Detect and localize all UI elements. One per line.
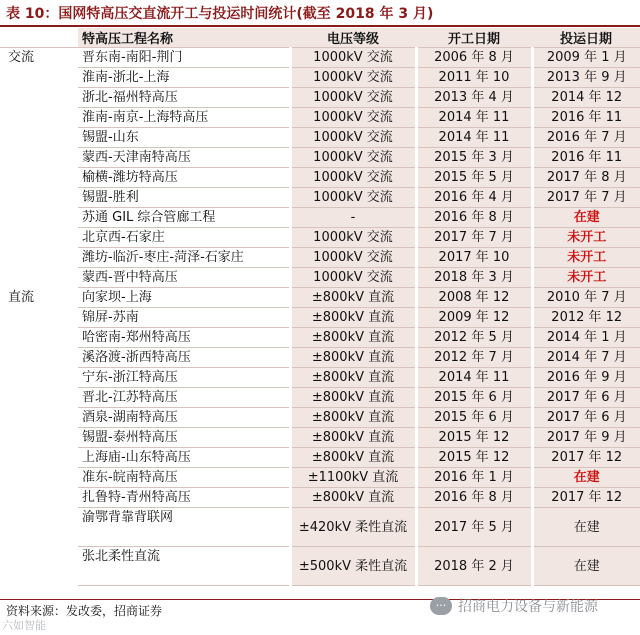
project-name-cell: 上海庙-山东特高压 (78, 448, 290, 468)
operation-date-cell: 2017 年 12 (532, 488, 640, 508)
start-date-cell: 2017 年 5 月 (416, 508, 532, 547)
voltage-cell: ±800kV 直流 (290, 348, 416, 368)
header-operation: 投运日期 (532, 28, 640, 48)
table-row (0, 448, 640, 468)
category-cell (0, 547, 78, 586)
table-row (0, 268, 640, 288)
table-row (0, 188, 640, 208)
table-row (0, 348, 640, 368)
voltage-cell: ±800kV 直流 (290, 428, 416, 448)
start-date-cell: 2011 年 10 (416, 68, 532, 88)
voltage-cell: 1000kV 交流 (290, 168, 416, 188)
start-date-cell: 2013 年 4 月 (416, 88, 532, 108)
header-category (0, 28, 78, 48)
category-cell (0, 488, 78, 508)
start-date-cell: 2014 年 11 (416, 368, 532, 388)
start-date-cell: 2018 年 2 月 (416, 547, 532, 586)
category-cell (0, 128, 78, 148)
start-date-cell: 2014 年 11 (416, 108, 532, 128)
project-name-cell: 榆横-潍坊特高压 (78, 168, 290, 188)
watermark-left: 六如智能 (2, 619, 46, 632)
category-cell (0, 388, 78, 408)
voltage-cell: ±800kV 直流 (290, 288, 416, 308)
voltage-cell: ±800kV 直流 (290, 408, 416, 428)
voltage-cell: - (290, 208, 416, 228)
start-date-cell: 2016 年 8 月 (416, 208, 532, 228)
voltage-cell: ±1100kV 直流 (290, 468, 416, 488)
table-row (0, 547, 640, 586)
operation-date-cell: 2009 年 1 月 (532, 48, 640, 68)
category-cell (0, 148, 78, 168)
project-name-cell: 准东-皖南特高压 (78, 468, 290, 488)
operation-date-cell: 2014 年 7 月 (532, 348, 640, 368)
operation-date-cell: 2017 年 9 月 (532, 428, 640, 448)
start-date-cell: 2012 年 7 月 (416, 348, 532, 368)
start-date-cell: 2017 年 7 月 (416, 228, 532, 248)
table-row (0, 368, 640, 388)
category-cell (0, 228, 78, 248)
project-name-cell: 蒙西-天津南特高压 (78, 148, 290, 168)
project-name-cell: 哈密南-郑州特高压 (78, 328, 290, 348)
operation-date-cell: 未开工 (532, 268, 640, 288)
source-note: 资料来源：发改委，招商证券 (6, 604, 163, 618)
voltage-cell: 1000kV 交流 (290, 128, 416, 148)
project-name-cell: 宁东-浙江特高压 (78, 368, 290, 388)
start-date-cell: 2015 年 12 (416, 448, 532, 468)
table-title: 表 10：国网特高压交直流开工与投运时间统计(截至 2018 年 3 月) (6, 6, 434, 22)
category-cell (0, 368, 78, 388)
table-row (0, 288, 640, 308)
voltage-cell: 1000kV 交流 (290, 108, 416, 128)
table-row (0, 88, 640, 108)
table-row (0, 148, 640, 168)
header-row (0, 28, 640, 48)
project-name-cell: 潍坊-临沂-枣庄-菏泽-石家庄 (78, 248, 290, 268)
category-cell (0, 468, 78, 488)
project-name-cell: 北京西-石家庄 (78, 228, 290, 248)
voltage-cell: ±420kV 柔性直流 (290, 508, 416, 547)
project-name-cell: 酒泉-湖南特高压 (78, 408, 290, 428)
start-date-cell: 2016 年 8 月 (416, 488, 532, 508)
operation-date-cell: 2010 年 7 月 (532, 288, 640, 308)
start-date-cell: 2018 年 3 月 (416, 268, 532, 288)
project-name-cell: 淮南-浙北-上海 (78, 68, 290, 88)
voltage-cell: 1000kV 交流 (290, 268, 416, 288)
operation-date-cell: 在建 (532, 468, 640, 488)
project-name-cell: 蒙西-晋中特高压 (78, 268, 290, 288)
operation-date-cell: 2016 年 11 (532, 148, 640, 168)
category-cell (0, 308, 78, 328)
header-start: 开工日期 (416, 28, 532, 48)
voltage-cell: 1000kV 交流 (290, 188, 416, 208)
voltage-cell: 1000kV 交流 (290, 48, 416, 68)
category-cell: 交流 (0, 48, 78, 68)
category-cell (0, 408, 78, 428)
operation-date-cell: 2017 年 7 月 (532, 188, 640, 208)
header-name: 特高压工程名称 (78, 28, 290, 48)
project-name-cell: 晋北-江苏特高压 (78, 388, 290, 408)
start-date-cell: 2012 年 5 月 (416, 328, 532, 348)
operation-date-cell: 2016 年 11 (532, 108, 640, 128)
voltage-cell: ±500kV 柔性直流 (290, 547, 416, 586)
voltage-cell: 1000kV 交流 (290, 68, 416, 88)
project-name-cell: 淮南-南京-上海特高压 (78, 108, 290, 128)
category-cell (0, 508, 78, 547)
start-date-cell: 2015 年 6 月 (416, 388, 532, 408)
project-name-cell: 锡盟-胜利 (78, 188, 290, 208)
start-date-cell: 2016 年 1 月 (416, 468, 532, 488)
operation-date-cell: 2012 年 12 (532, 308, 640, 328)
table-row (0, 208, 640, 228)
project-name-cell: 锡盟-泰州特高压 (78, 428, 290, 448)
voltage-cell: ±800kV 直流 (290, 488, 416, 508)
category-cell (0, 248, 78, 268)
operation-date-cell: 2017 年 8 月 (532, 168, 640, 188)
operation-date-cell: 2016 年 7 月 (532, 128, 640, 148)
project-name-cell: 锦屏-苏南 (78, 308, 290, 328)
table-row (0, 408, 640, 428)
start-date-cell: 2015 年 12 (416, 428, 532, 448)
project-name-cell: 苏通 GIL 综合管廊工程 (78, 208, 290, 228)
voltage-cell: ±800kV 直流 (290, 328, 416, 348)
start-date-cell: 2017 年 10 (416, 248, 532, 268)
table-row (0, 108, 640, 128)
operation-date-cell: 在建 (532, 508, 640, 547)
category-cell (0, 108, 78, 128)
category-cell (0, 448, 78, 468)
project-name-cell: 晋东南-南阳-荆门 (78, 48, 290, 68)
start-date-cell: 2015 年 6 月 (416, 408, 532, 428)
project-name-cell: 浙北-福州特高压 (78, 88, 290, 108)
category-cell (0, 188, 78, 208)
category-cell (0, 68, 78, 88)
voltage-cell: ±800kV 直流 (290, 308, 416, 328)
table-row (0, 308, 640, 328)
operation-date-cell: 未开工 (532, 228, 640, 248)
voltage-cell: 1000kV 交流 (290, 228, 416, 248)
title-rule (0, 25, 640, 27)
project-table (0, 28, 640, 586)
table-row (0, 228, 640, 248)
category-cell (0, 268, 78, 288)
category-cell (0, 208, 78, 228)
category-cell: 直流 (0, 288, 78, 308)
category-cell (0, 428, 78, 448)
table-row (0, 68, 640, 88)
table-row (0, 508, 640, 547)
table-row (0, 328, 640, 348)
start-date-cell: 2014 年 11 (416, 128, 532, 148)
category-cell (0, 328, 78, 348)
start-date-cell: 2015 年 3 月 (416, 148, 532, 168)
header-voltage: 电压等级 (290, 28, 416, 48)
start-date-cell: 2006 年 8 月 (416, 48, 532, 68)
voltage-cell: ±800kV 直流 (290, 448, 416, 468)
project-name-cell: 渝鄂背靠背联网 (78, 508, 290, 547)
operation-date-cell: 2017 年 6 月 (532, 408, 640, 428)
start-date-cell: 2008 年 12 (416, 288, 532, 308)
project-name-cell: 向家坝-上海 (78, 288, 290, 308)
voltage-cell: 1000kV 交流 (290, 148, 416, 168)
operation-date-cell: 在建 (532, 208, 640, 228)
start-date-cell: 2016 年 4 月 (416, 188, 532, 208)
operation-date-cell: 在建 (532, 547, 640, 586)
table-row (0, 48, 640, 68)
table-row (0, 168, 640, 188)
operation-date-cell: 2014 年 12 (532, 88, 640, 108)
start-date-cell: 2009 年 12 (416, 308, 532, 328)
table-row (0, 428, 640, 448)
category-cell (0, 88, 78, 108)
project-name-cell: 张北柔性直流 (78, 547, 290, 586)
operation-date-cell: 2017 年 6 月 (532, 388, 640, 408)
voltage-cell: ±800kV 直流 (290, 368, 416, 388)
project-name-cell: 锡盟-山东 (78, 128, 290, 148)
operation-date-cell: 2014 年 1 月 (532, 328, 640, 348)
table-row (0, 488, 640, 508)
operation-date-cell: 未开工 (532, 248, 640, 268)
operation-date-cell: 2016 年 9 月 (532, 368, 640, 388)
watermark-text: 招商电力设备与新能源 (458, 599, 598, 615)
operation-date-cell: 2013 年 9 月 (532, 68, 640, 88)
start-date-cell: 2015 年 5 月 (416, 168, 532, 188)
table-row (0, 248, 640, 268)
category-cell (0, 348, 78, 368)
voltage-cell: ±800kV 直流 (290, 388, 416, 408)
voltage-cell: 1000kV 交流 (290, 88, 416, 108)
project-name-cell: 扎鲁特-青州特高压 (78, 488, 290, 508)
wechat-icon: ··· (430, 597, 452, 615)
table-row (0, 468, 640, 488)
project-name-cell: 溪洛渡-浙西特高压 (78, 348, 290, 368)
table-row (0, 128, 640, 148)
table-row (0, 388, 640, 408)
category-cell (0, 168, 78, 188)
operation-date-cell: 2017 年 12 (532, 448, 640, 468)
voltage-cell: 1000kV 交流 (290, 248, 416, 268)
